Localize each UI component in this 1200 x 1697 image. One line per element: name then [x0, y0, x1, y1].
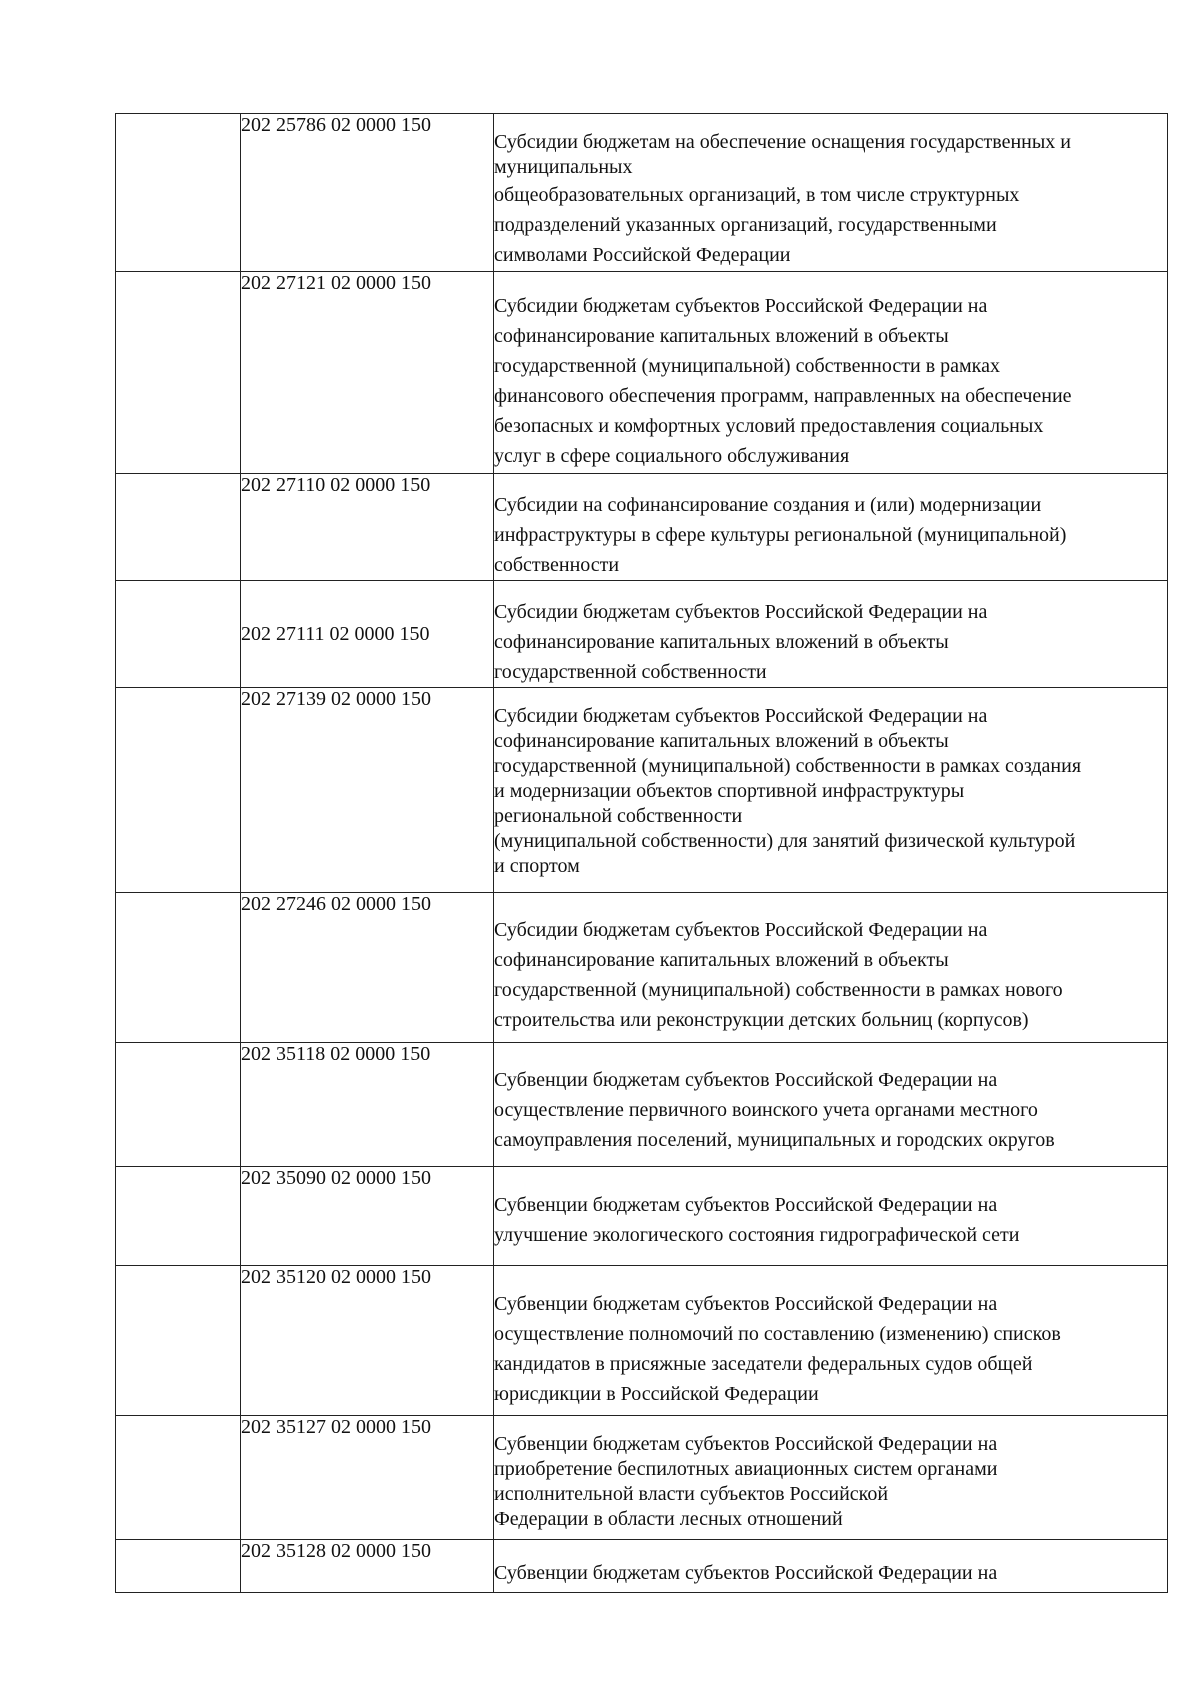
empty-cell: [116, 893, 241, 1043]
description-line: услуг в сфере социального обслуживания: [494, 445, 850, 467]
description-line: Субвенции бюджетам субъектов Российской Федерации на: [494, 1562, 998, 1584]
budget-code: 202 35120 02 0000 150: [241, 1266, 494, 1416]
description-line: софинансирование капитальных вложений в объекты: [494, 949, 949, 971]
empty-cell: [116, 1043, 241, 1167]
budget-code: 202 27139 02 0000 150: [241, 688, 494, 893]
description: [494, 1416, 1168, 1540]
description: [494, 1266, 1168, 1416]
description-line: и модернизации объектов спортивной инфраструктуры: [494, 780, 965, 802]
budget-code: 202 35127 02 0000 150: [241, 1416, 494, 1540]
description-line: самоуправления поселений, муниципальных и городских округов: [494, 1129, 1055, 1151]
budget-code: 202 35090 02 0000 150: [241, 1167, 494, 1266]
table-row: [116, 474, 1168, 581]
budget-code: 202 27110 02 0000 150: [241, 474, 494, 581]
description-line: подразделений указанных организаций, государственными: [494, 214, 997, 236]
description-line: государственной (муниципальной) собственности в рамках создания: [494, 755, 1082, 777]
description: [494, 581, 1168, 688]
description-line: инфраструктуры в сфере культуры региональной (муниципальной): [494, 524, 1067, 546]
description-line: государственной собственности: [494, 661, 767, 683]
description: [494, 272, 1168, 474]
description-line: собственности: [494, 554, 620, 576]
budget-code: 202 35118 02 0000 150: [241, 1043, 494, 1167]
description-line: осуществление первичного воинского учета органами местного: [494, 1099, 1038, 1121]
description-line: Субвенции бюджетам субъектов Российской Федерации на: [494, 1194, 998, 1216]
description-line: финансового обеспечения программ, направленных на обеспечение: [494, 385, 1072, 407]
description-line: юрисдикции в Российской Федерации: [494, 1383, 819, 1405]
description-line: софинансирование капитальных вложений в объекты: [494, 631, 949, 653]
description: [494, 1043, 1168, 1167]
description-line: общеобразовательных организаций, в том числе структурных: [494, 184, 1020, 206]
description: [494, 114, 1168, 272]
description-line: Субвенции бюджетам субъектов Российской Федерации на: [494, 1069, 998, 1091]
description-line: и спортом: [494, 855, 580, 877]
description-line: Субсидии бюджетам на обеспечение оснащения государственных и: [494, 131, 1072, 153]
description-line: (муниципальной собственности) для занятий физической культурой: [494, 830, 1076, 852]
description: [494, 688, 1168, 893]
description-line: Субсидии на софинансирование создания и (или) модернизации: [494, 494, 1042, 516]
budget-code: 202 27246 02 0000 150: [241, 893, 494, 1043]
table-row: [116, 1167, 1168, 1266]
table-row: [116, 1416, 1168, 1540]
description-line: софинансирование капитальных вложений в объекты: [494, 730, 949, 752]
empty-cell: [116, 1167, 241, 1266]
description-line: осуществление полномочий по составлению (изменению) списков: [494, 1323, 1061, 1345]
description-line: региональной собственности: [494, 805, 743, 827]
description: [494, 893, 1168, 1043]
table-row: [116, 272, 1168, 474]
description: [494, 1540, 1168, 1593]
description-line: Субвенции бюджетам субъектов Российской Федерации на: [494, 1433, 998, 1455]
description-line: безопасных и комфортных условий предоставления социальных: [494, 415, 1044, 437]
description-line: строительства или реконструкции детских больниц (корпусов): [494, 1009, 1029, 1031]
table-row: [116, 688, 1168, 893]
budget-code: 202 35128 02 0000 150: [241, 1540, 494, 1593]
description-line: Субвенции бюджетам субъектов Российской Федерации на: [494, 1293, 998, 1315]
table-row: [116, 893, 1168, 1043]
description-line: Субсидии бюджетам субъектов Российской Федерации на: [494, 295, 988, 317]
budget-codes-table: [115, 113, 1168, 1593]
empty-cell: [116, 474, 241, 581]
description-line: Субсидии бюджетам субъектов Российской Федерации на: [494, 601, 988, 623]
empty-cell: [116, 1266, 241, 1416]
empty-cell: [116, 1540, 241, 1593]
empty-cell: [116, 581, 241, 688]
table-row: [116, 581, 1168, 688]
description-line: исполнительной власти субъектов Российской: [494, 1483, 889, 1505]
description-line: символами Российской Федерации: [494, 244, 791, 266]
description: [494, 1167, 1168, 1266]
description-line: государственной (муниципальной) собственности в рамках: [494, 355, 1000, 377]
table-row: [116, 1266, 1168, 1416]
table-row: [116, 114, 1168, 272]
empty-cell: [116, 688, 241, 893]
description-line: Субсидии бюджетам субъектов Российской Федерации на: [494, 919, 988, 941]
description-line: софинансирование капитальных вложений в объекты: [494, 325, 949, 347]
empty-cell: [116, 1416, 241, 1540]
description-line: Субсидии бюджетам субъектов Российской Федерации на: [494, 705, 988, 727]
empty-cell: [116, 272, 241, 474]
description-line: приобретение беспилотных авиационных систем органами: [494, 1458, 998, 1480]
description-line: муниципальных: [494, 156, 633, 178]
table-row: [116, 1043, 1168, 1167]
description-line: улучшение экологического состояния гидрографической сети: [494, 1224, 1020, 1246]
budget-code: 202 27111 02 0000 150: [241, 581, 494, 688]
budget-code: 202 27121 02 0000 150: [241, 272, 494, 474]
budget-code: 202 25786 02 0000 150: [241, 114, 494, 272]
description: [494, 474, 1168, 581]
description-line: кандидатов в присяжные заседатели федеральных судов общей: [494, 1353, 1033, 1375]
description-line: государственной (муниципальной) собственности в рамках нового: [494, 979, 1063, 1001]
empty-cell: [116, 114, 241, 272]
description-line: Федерации в области лесных отношений: [494, 1508, 843, 1530]
table-row: [116, 1540, 1168, 1593]
